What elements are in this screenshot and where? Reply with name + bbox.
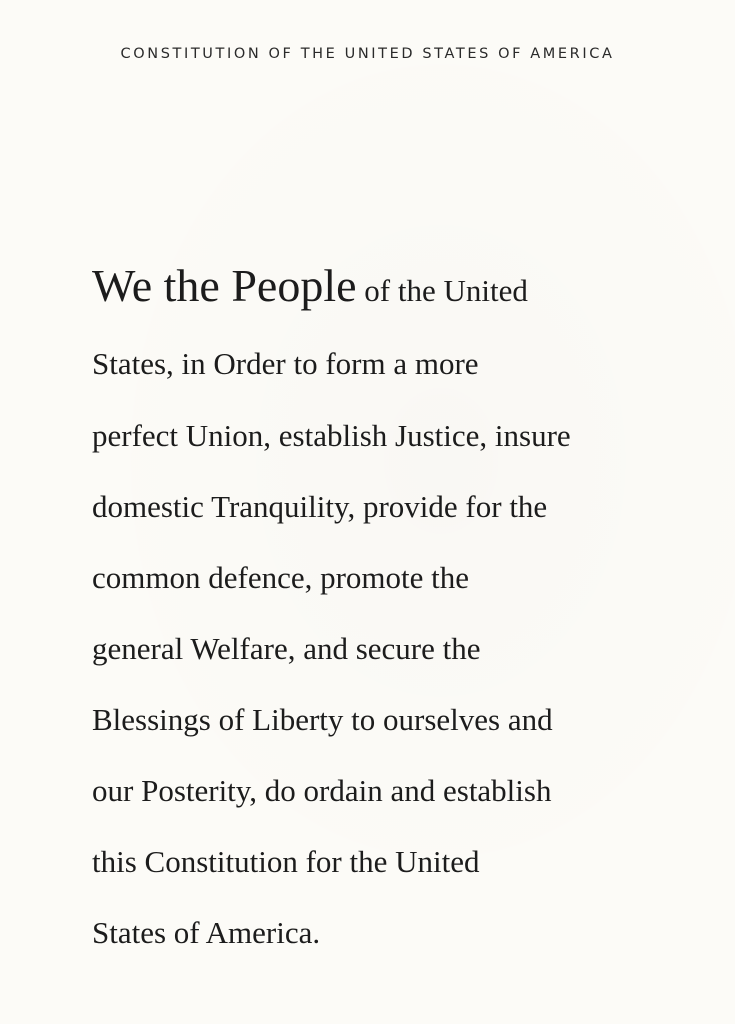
preamble-line: general Welfare, and secure the bbox=[92, 631, 481, 666]
page-header: CONSTITUTION OF THE UNITED STATES OF AMERICA bbox=[120, 46, 615, 62]
preamble-line: common defence, promote the bbox=[92, 560, 470, 595]
preamble-line: States of America. bbox=[92, 915, 321, 950]
preamble-lead: We the People bbox=[92, 260, 357, 311]
preamble-line bbox=[92, 260, 528, 311]
preamble-line-text: of the United bbox=[364, 273, 528, 308]
preamble-line: Blessings of Liberty to ourselves and bbox=[92, 702, 553, 737]
preamble-line: States, in Order to form a more bbox=[92, 346, 479, 381]
preamble-line: domestic Tranquility, provide for the bbox=[92, 489, 548, 524]
preamble-line: this Constitution for the United bbox=[92, 844, 480, 879]
preamble-line: perfect Union, establish Justice, insure bbox=[92, 418, 571, 453]
preamble-line: our Posterity, do ordain and establish bbox=[92, 773, 552, 808]
